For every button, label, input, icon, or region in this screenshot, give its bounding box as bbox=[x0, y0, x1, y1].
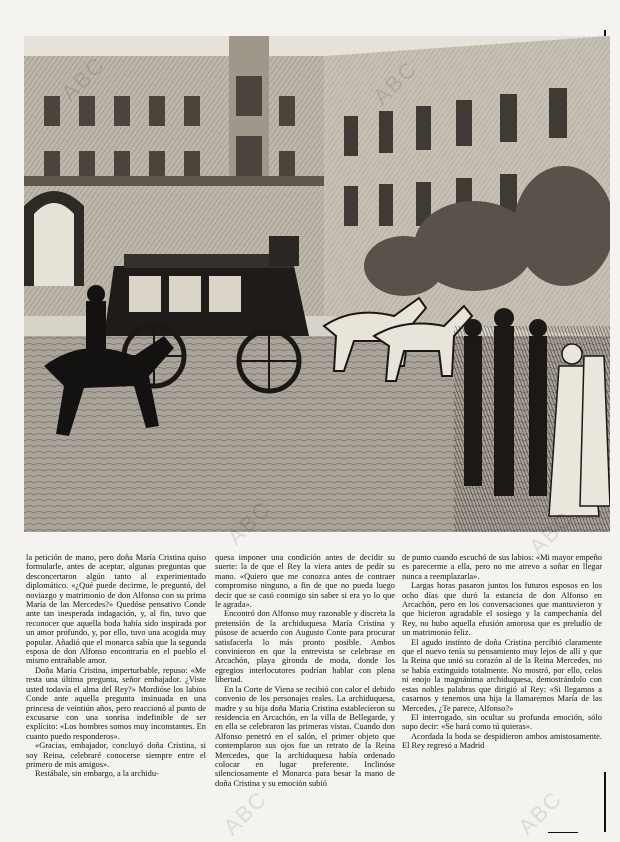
article-column-2 bbox=[215, 553, 395, 838]
paragraph: la petición de mano, pero doña María Cristina quiso formularle, antes de aceptar, algunas preguntas que desconcertaron algún tanto al experimentado diplomático. «¿Qué puede decirme, le preguntó, del noviazgo y matrimonio de don Alfonso con su prima María de las Mercedes?» Quedóse pensativo Conde ante tan inesperada indagación, y, al fin, tuvo que reconocer que aquella boda había sido inspirada por un amor profundo, y, por ello, tuvo una acogida muy popular. Añadió que el monarca sabía que la segunda esposa de don Alfonso encontraría en el pueblo el mismo entrañable amor. bbox=[26, 553, 206, 666]
footer-rule bbox=[548, 832, 578, 833]
paragraph: Largas horas pasaron juntos los futuros esposos en los ocho días que duró la estancia de don Alfonso en Arcachón, pero en los conversaciones que mantuvieron y que hicieron agradable el sosiego y la campechanía del Rey, no hubo aquella efusión amorosa que es preludio de un matrimonio feliz. bbox=[402, 581, 602, 638]
watermark-text: ABC bbox=[218, 785, 273, 840]
carriage-scene bbox=[24, 36, 610, 532]
paragraph: de punto cuando escuchó de sus labios: «Mi mayor empeño es parecerme a ella, pero no me atrevo a soñar en llegar nunca a reemplazarla». bbox=[402, 553, 602, 581]
paragraph: El interrogado, sin ocultar su profunda emoción, sólo supo decir: «Se hará como tú quieras». bbox=[402, 712, 602, 732]
paragraph: Encontró don Alfonso muy razonable y discreta la pretensión de la archiduquesa María Cristina y púsose de acuerdo con Augusto Conte para procurar satisfacerla lo más pronto posible. Ambos convinieron en que la entrevista se celebrase en Arcachón, playa gironda de moda, donde los egregios interlocutores podrían hablar con plena libertad. bbox=[215, 609, 395, 685]
paragraph: Doña María Cristina, imperturbable, repuso: «Me resta una última pregunta, señor embajador. ¿Viste usted todavía el alma del Rey?» Mordióse los labios Conde ante aquella pregunta insinuada en una princesa de veintiún años, pero reaccionó al punto de excusarse con una sonrisa indefinible de ser explícito: «Los hombres somos muy inconstantes. En cuanto puedo responderos». bbox=[26, 665, 206, 741]
article-column-1 bbox=[26, 553, 206, 838]
article-column-3 bbox=[402, 553, 602, 838]
paragraph: Restábale, sin embargo, a la archidu- bbox=[35, 769, 159, 779]
right-margin-rule-lower bbox=[604, 772, 606, 832]
watermark-text: ABC bbox=[513, 785, 568, 840]
paragraph: Acordada la boda se despidieron ambos amistosamente. El Rey regresó a Madrid bbox=[402, 731, 602, 751]
crowd bbox=[454, 308, 610, 532]
paragraph: El agudo instinto de doña Cristina percibió claramente que el nuevo tenía su pensamiento muy lejos de allí y que la Reina que unió su corazón al de la Reina Mercedes, no se había extinguido totalmente. No mostró, por ello, celos ni enojo la magnánima archiduquesa, demostrándolo con estas nobles palabras que dirigió al Rey: «Si llegamos a casarnos y tenemos una hija la llamaremos María de las Mercedes, ¿Te parece, Alfonso?» bbox=[402, 637, 602, 713]
engraving-illustration bbox=[24, 36, 610, 532]
paragraph: quesa imponer una condición antes de decidir su suerte: la de que el Rey la viera antes de pedir su mano. «Quiero que me conozca antes de contraer compromiso ninguno, a fin de que no pueda luego decir que se casó conmigo sin saber si era yo lo que le agrada». bbox=[215, 553, 395, 610]
paragraph: «Gracias, embajador, concluyó doña Cristina, si soy Reina, celebraré conocerse siempre entre el primero de mis amigos». bbox=[26, 741, 206, 769]
paragraph: En la Corte de Viena se recibió con calor el debido convenio de los personajes reales. La archiduquesa, madre y su hija doña María Cristina establecieron su residencia en Arcachón, en la villa de Bellegarde, y en ella se celebraron las primeras vistas. Cuando don Alfonso penetró en el salón, el primer objeto que contemplaron sus ojos fue un retrato de la Reina Mercedes, que la archiduquesa había ordenado colocar en lugar preferente. Inclinóse silenciosamente el Monarca para besar la mano de doña Cristina y su emoción subió bbox=[215, 684, 395, 788]
watermark-text: ABC bbox=[524, 505, 579, 560]
